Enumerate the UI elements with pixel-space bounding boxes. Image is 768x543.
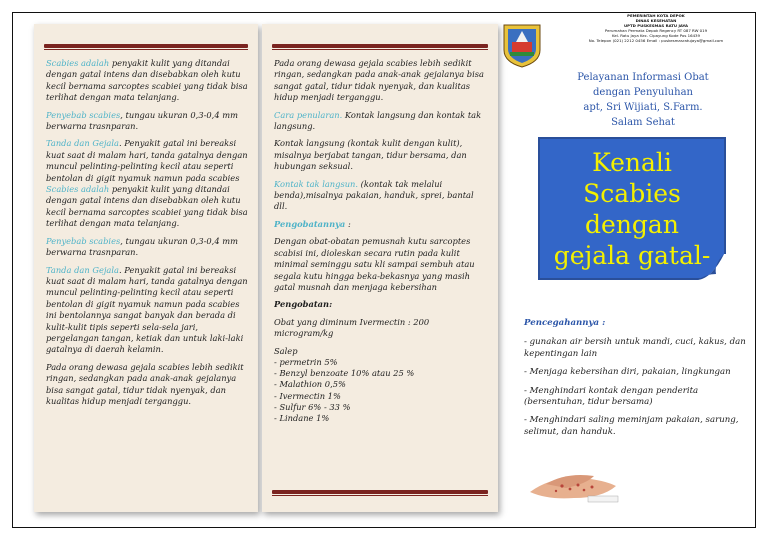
city-emblem-icon [500, 22, 544, 68]
prevention-heading: Pencegahannya : [524, 318, 606, 328]
page-curl-icon [698, 254, 728, 284]
paragraph: Penyebab scabies, tungau ukuran 0,3-0,4 mm berwarna trasnparan. [46, 109, 238, 132]
info-panel-middle [262, 24, 498, 512]
prevention-section [524, 318, 750, 445]
section-heading: Pengobatannya : [274, 218, 351, 229]
list-item: - Menghindari saling meminjam pakaian, sarung, selimut, dan handuk. [524, 415, 739, 437]
list-item: - gunakan air bersih untuk mandi, cuci, kakus, dan kepentingan lain [524, 337, 746, 359]
paragraph: Cara penularan. Kontak langsung dan kontak tak langsung. [274, 109, 482, 132]
paragraph: Dengan obat-obatan pemusnah kutu sarcoptes scabisi ini, dioleskan secara rutin pada kulit minimal seminggu satu kli sampai sembuh atau segala kutu hingga beka-bekasnya yang masih gatal musnah dan menjaga kebersihan [274, 236, 475, 292]
government-header: PEMERINTAH KOTA DEPOK DINAS KESEHATAN UPTD PUSKESMAS RATU JAYA Perumahan Permata Depok Regency RT 087 RW 019 Kel. Ratu Jaya Kec. Cipayung Kode Pos 16439 No. Telepon (021) 2212 0456 Email : puskesmasratujaya@gmail.com [588, 13, 724, 43]
salep-list [274, 357, 488, 424]
list-item: - permetrin 5% [274, 356, 338, 367]
panel-left-text [46, 58, 248, 512]
service-intro: Pelayanan Informasi Obat dengan Penyuluhan apt, Sri Wijiati, S.Farm. Salam Sehat [577, 72, 709, 128]
list-item: - Menjaga kebersihan diri, pakaian, lingkungan [524, 367, 731, 378]
salep-title: Salep [274, 345, 298, 356]
list-item: - Benzyl benzoate 10% atau 25 % [274, 368, 415, 379]
list-item: - Malathion 0,5% [274, 379, 346, 390]
info-panel-left [34, 24, 258, 512]
paragraph: Kontak tak langsun. (kontak tak melalui benda),misalnya pakaian, handuk, sprei, bantal dll. [274, 178, 474, 212]
list-item: - Sulfur 6% - 33 % [274, 401, 351, 412]
cover-title: Kenali Scabies dengan gejala gatal- [553, 148, 711, 270]
paragraph: Obat yang diminum Ivermectin : 200 microgram/kg [274, 316, 430, 339]
paragraph: Tanda dan Gejala. Penyakit gatal ini bereaksi kuat saat di malam hari, tanda gatalnya dengan muncul pelinting-pelinting kecil atau seperti bentolan di gigit nyamuk namun pada scabies ini bentolannya sangat banyak dan berada di kulit-kulit tipis seperti sela-sela jari, pergelangan tangan, ketiak dan untuk laki-laki gatalnya di daerah kelamin. [46, 264, 248, 355]
list-item: - Menghindari kontak dengan penderita (bersentuhan, tidur bersama) [524, 385, 699, 408]
divider-rule [272, 44, 488, 48]
paragraph: Kontak langsung (kontak kulit dengan kulit), misalnya berjabat tangan, tidur bersama, dan hubungan seksual. [274, 138, 467, 172]
paragraph: Pada orang dewasa gejala scabies lebih sedikit ringan, sedangkan pada anak-anak gejalanya bisa sangat gatal, tidur tidak nyenyak, dan kualitas hidup menjadi terganggu. [46, 361, 244, 406]
paragraph: Scabies adalah penyakit kulit yang ditandai dengan gatal intens dan disebabkan oleh kutu kecil bernama sarcoptes scabiei yang tidak bisa terlihat dengan mata telanjang. [46, 58, 248, 103]
skin-rash-photo [522, 462, 622, 510]
paragraph: Penyebab scabies, tungau ukuran 0,3-0,4 mm berwarna trasnparan. [46, 235, 238, 258]
list-item: - Lindane 1% [274, 412, 330, 423]
paragraph: Tanda dan Gejala. Penyakit gatal ini bereaksi kuat saat di malam hari, tanda gatalnya dengan muncul pelinting-pelinting kecil atau seperti bentolan di gigit nyamuk namun pada scabies Scabies adalah penyakit kulit yang ditandai dengan gatal intens dan disebabkan oleh kutu kecil bernama sarcoptes scabiei yang tidak bisa terlihat dengan mata telanjang. [46, 138, 248, 229]
paragraph: Pada orang dewasa gejala scabies lebih sedikit ringan, sedangkan pada anak-anak gejalanya bisa sangat gatal, tidur tidak nyenyak, dan kualitas hidup menjadi terganggu. [274, 58, 484, 103]
divider-rule [44, 44, 248, 48]
panel-middle-text [274, 58, 488, 482]
section-heading: Pengobatan: [274, 299, 333, 310]
divider-rule [272, 490, 488, 494]
list-item: - Ivermectin 1% [274, 390, 341, 401]
